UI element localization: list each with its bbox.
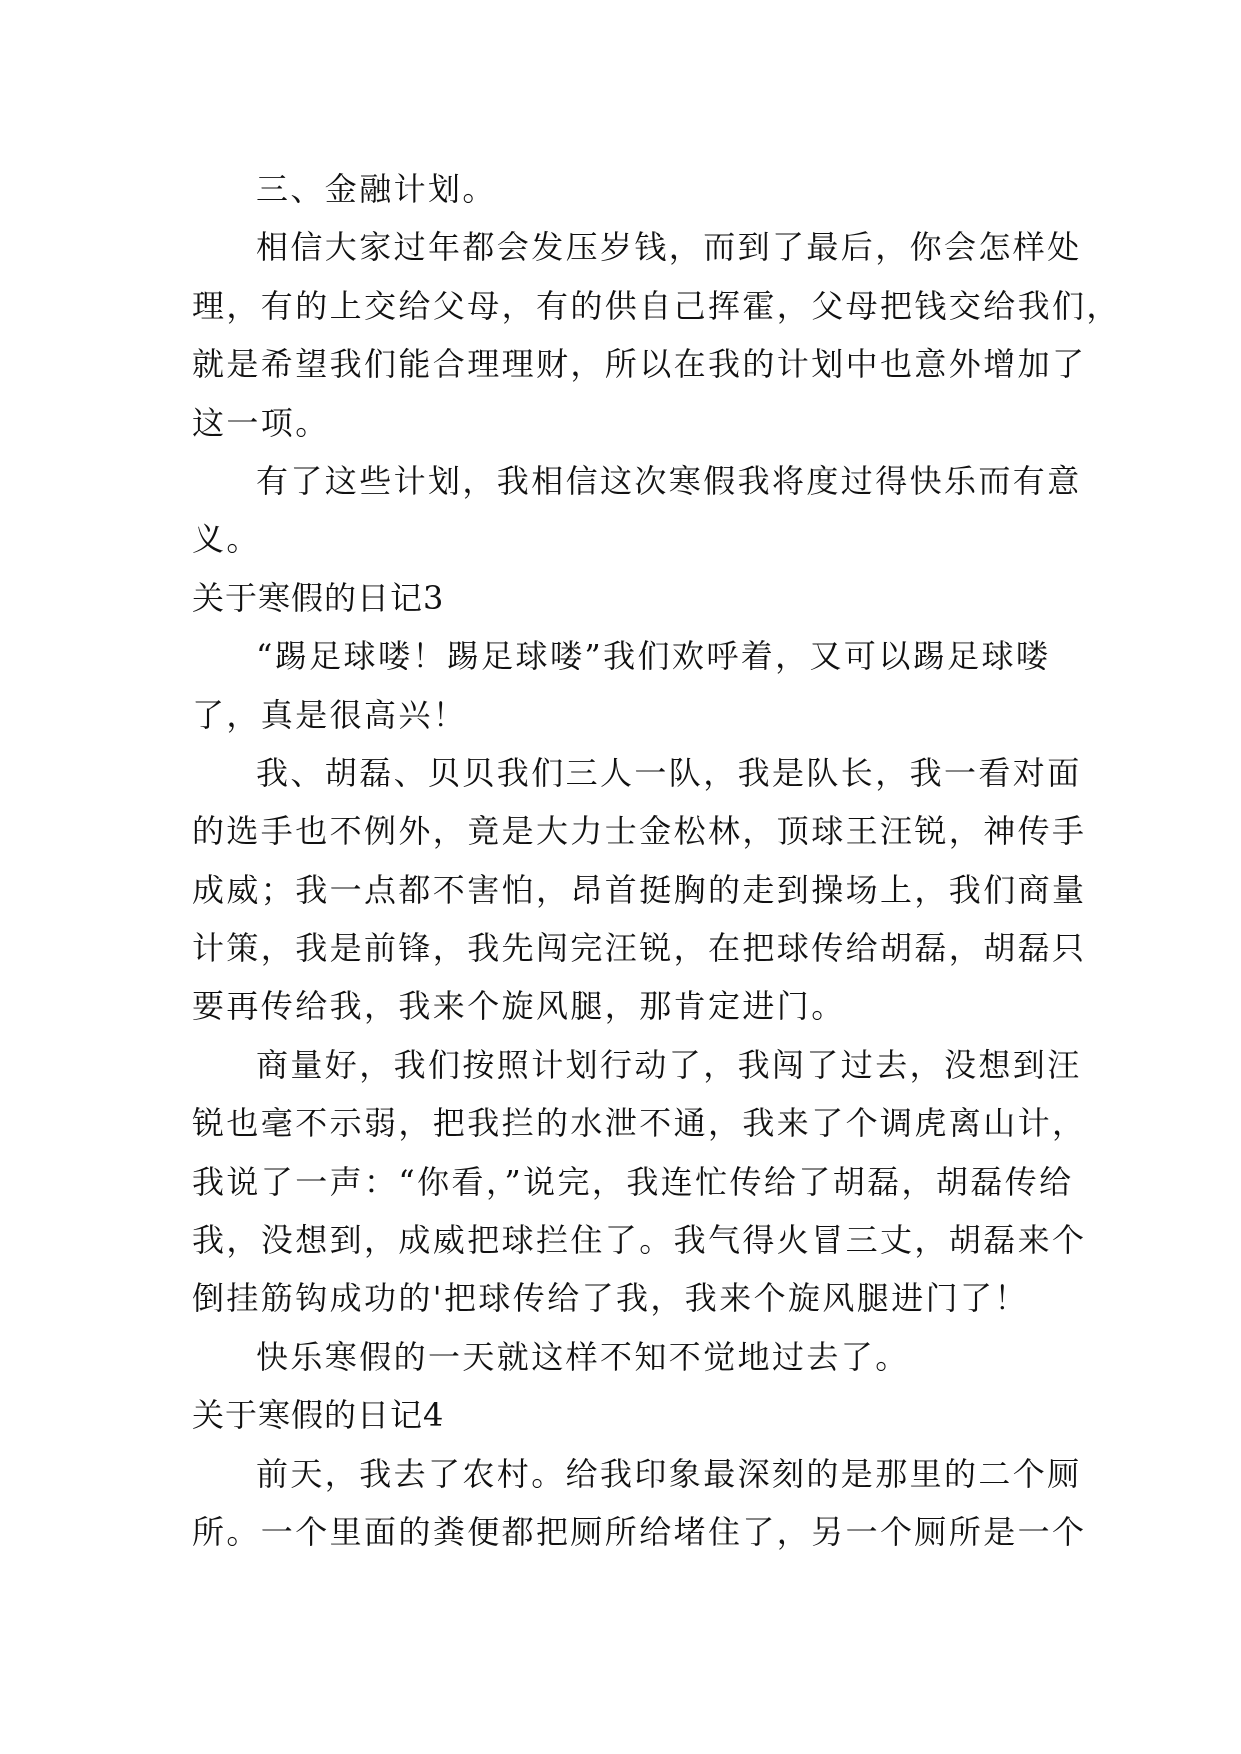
paragraph-line: 成威；我一点都不害怕，昂首挺胸的走到操场上，我们商量 (192, 870, 1087, 909)
paragraph-line: 商量好，我们按照计划行动了，我闯了过去，没想到汪 (256, 1045, 1082, 1084)
paragraph-line: 的选手也不例外，竟是大力士金松林，顶球王汪锐，神传手 (192, 812, 1087, 851)
paragraph-line: 前天，我去了农村。给我印象最深刻的是那里的二个厕 (256, 1454, 1082, 1493)
document-body (192, 160, 1121, 1561)
paragraph-line: 计策，我是前锋，我先闯完汪锐，在把球传给胡磊，胡磊只 (192, 929, 1087, 968)
paragraph-line: 三、金融计划。 (256, 170, 497, 208)
paragraph-line: 倒挂筋钩成功的'把球传给了我，我来个旋风腿进门了！ (192, 1279, 1029, 1318)
paragraph-line: 我说了一声：“你看，”说完，我连忙传给了胡磊，胡磊传给 (192, 1162, 1074, 1201)
paragraph-line: “踢足球喽！踢足球喽”我们欢呼着，又可以踢足球喽 (256, 637, 1051, 676)
section-heading: 关于寒假的日记4 (192, 1396, 445, 1435)
paragraph-line: 了，真是很高兴！ (192, 695, 468, 734)
paragraph-line: 就是希望我们能合理理财，所以在我的计划中也意外增加了 (192, 345, 1087, 384)
paragraph-line: 所。一个里面的粪便都把厕所给堵住了，另一个厕所是一个 (192, 1512, 1087, 1551)
paragraph-line: 我、胡磊、贝贝我们三人一队，我是队长，我一看对面 (256, 753, 1082, 792)
paragraph-line: 我，没想到，成威把球拦住了。我气得火冒三丈，胡磊来个 (192, 1221, 1087, 1260)
paragraph-line: 有了这些计划，我相信这次寒假我将度过得快乐而有意 (256, 461, 1082, 500)
paragraph-line: 快乐寒假的一天就这样不知不觉地过去了。 (256, 1337, 910, 1376)
paragraph-line: 锐也毫不示弱，把我拦的水泄不通，我来了个调虎离山计， (192, 1104, 1087, 1143)
section-heading: 关于寒假的日记3 (192, 578, 445, 617)
paragraph-line: 理，有的上交给父母，有的供自己挥霍，父母把钱交给我们， (192, 286, 1121, 325)
paragraph-line: 这一项。 (192, 403, 330, 442)
paragraph-line: 要再传给我，我来个旋风腿，那肯定进门。 (192, 987, 846, 1026)
paragraph-line: 义。 (192, 520, 261, 559)
paragraph-line: 相信大家过年都会发压岁钱，而到了最后，你会怎样处 (256, 228, 1082, 267)
